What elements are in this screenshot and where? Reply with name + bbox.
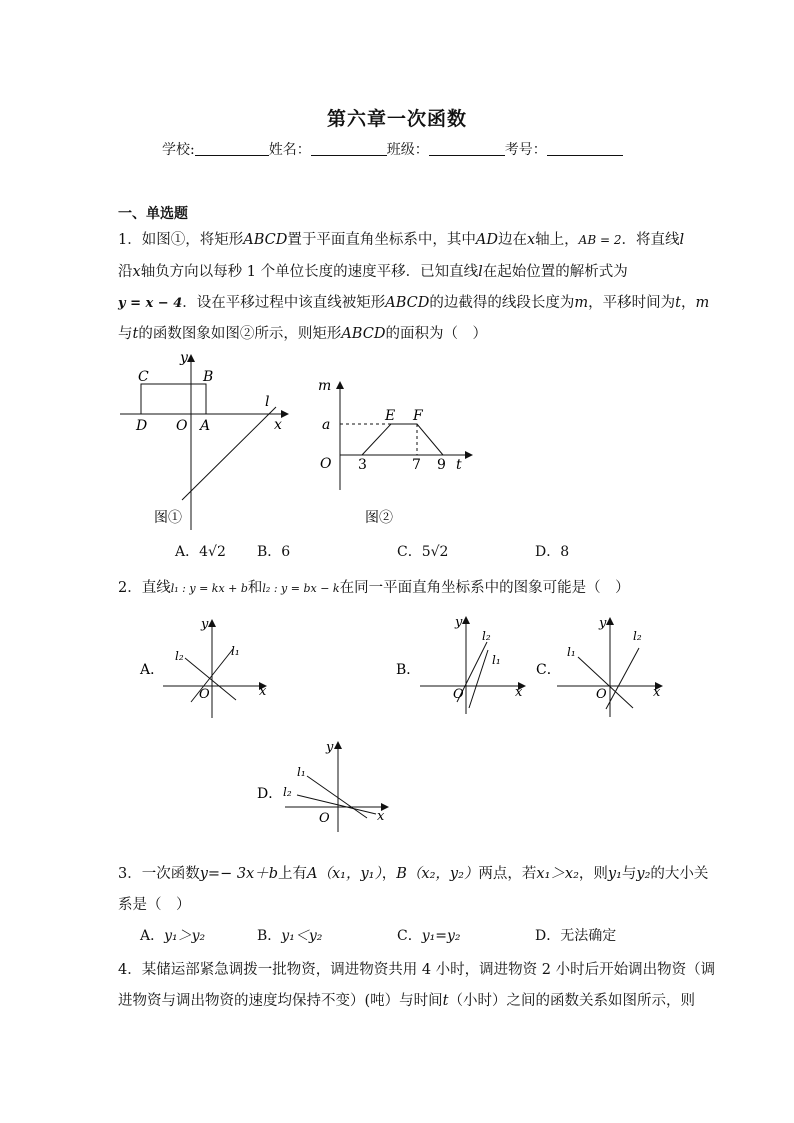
line-l2 — [185, 658, 236, 700]
label-a: A — [200, 418, 211, 434]
label-y: y — [326, 740, 334, 755]
label-l2: l₂ — [482, 629, 491, 643]
page-title: 第六章一次函数 — [326, 108, 467, 130]
figure-1-caption: 图① — [154, 510, 182, 526]
tick-3: 3 — [358, 457, 367, 473]
line-l1 — [307, 776, 367, 818]
graph-b-letter: B． — [396, 662, 421, 678]
label-x: x — [259, 684, 267, 699]
label-f: F — [413, 408, 423, 424]
graph-a-letter: A． — [140, 662, 165, 678]
label-l2: l₂ — [633, 629, 642, 643]
name-label: 姓名： — [268, 142, 311, 158]
class-label: 班级： — [386, 142, 429, 158]
q3-option-b[interactable]: B．y₁＜y₂ — [257, 928, 323, 944]
q1-line-4: 与t的函数图象如图②所示，则矩形ABCD的面积为（ ） — [118, 326, 487, 342]
label-c: C — [138, 369, 149, 385]
q1-option-b[interactable]: B．6 — [257, 544, 291, 560]
q4-line-2: 进物资与调出物资的速度均保持不变）(吨）与时间t（小时）之间的函数关系如图所示，则 — [118, 993, 695, 1009]
label-a-value: a — [322, 417, 331, 433]
q3-line-1: 3．一次函数y=− 3x＋b上有A（x₁，y₁），B（x₂，y₂）两点，若x₁＞x₂，则y₁与y₂的大小关 — [118, 866, 709, 882]
label-l2: l₂ — [283, 785, 292, 799]
label-l1: l₁ — [492, 653, 501, 667]
label-o: O — [453, 687, 464, 702]
q2-line: 2．直线l₁ : y = kx + b和l₂ : y = bx − k在同一平面直角坐标系中的图象可能是（ ） — [118, 580, 630, 596]
q2-graph-a[interactable] — [135, 612, 275, 724]
number-label: 考号： — [504, 142, 547, 158]
class-field[interactable] — [429, 142, 505, 156]
label-m: m — [318, 378, 332, 394]
q1-figure-1 — [110, 345, 300, 535]
rectangle-abcd — [141, 384, 206, 414]
label-o: O — [319, 811, 330, 826]
graph-c-letter: C． — [536, 662, 561, 678]
q3-option-c[interactable]: C．y₁=y₂ — [397, 928, 461, 944]
line-l — [182, 407, 276, 500]
q3-option-d[interactable]: D．无法确定 — [535, 928, 617, 944]
m-t-graph — [362, 424, 443, 455]
label-d: D — [136, 418, 148, 434]
label-o: O — [176, 418, 188, 434]
tick-7: 7 — [412, 457, 421, 473]
q1-option-c[interactable]: C．5√2 — [397, 544, 449, 560]
section-title: 一、单选题 — [118, 206, 188, 222]
q4-line-1: 4．某储运部紧急调拨一批物资，调进物资共用 4 小时，调进物资 2 小时后开始调出物资（调 — [118, 962, 716, 978]
label-x: x — [653, 685, 661, 700]
student-info-line — [162, 139, 623, 159]
label-e: E — [385, 408, 396, 424]
label-y: y — [455, 615, 463, 630]
tick-9: 9 — [437, 457, 446, 473]
q2-graph-d[interactable] — [255, 738, 395, 834]
label-x: x — [515, 685, 523, 700]
label-l2: l₂ — [175, 649, 184, 663]
q1-option-a[interactable]: A．4√2 — [175, 544, 226, 560]
q1-line-2: 沿x轴负方向以每秒 1 个单位长度的速度平移．已知直线l在起始位置的解析式为 — [118, 264, 628, 280]
school-field[interactable] — [195, 142, 269, 156]
school-label: 学校: — [162, 142, 195, 158]
label-l1: l₁ — [567, 645, 576, 659]
label-o: O — [596, 687, 607, 702]
figure-2-caption: 图② — [365, 510, 393, 526]
label-t: t — [456, 457, 462, 473]
label-origin: O — [320, 456, 332, 472]
q1-option-d[interactable]: D．8 — [535, 544, 570, 560]
label-l1: l₁ — [297, 765, 306, 779]
label-l1: l₁ — [231, 644, 240, 658]
label-x: x — [274, 417, 282, 433]
q3-line-2: 系是（ ） — [118, 897, 191, 913]
label-y: y — [180, 350, 188, 366]
number-field[interactable] — [547, 142, 623, 156]
label-b: B — [203, 369, 214, 385]
q3-option-a[interactable]: A．y₁＞y₂ — [140, 928, 206, 944]
label-y: y — [599, 616, 607, 631]
q2-graph-c[interactable] — [535, 612, 670, 724]
line-l2 — [297, 795, 376, 814]
label-x: x — [377, 809, 385, 824]
label-y: y — [201, 617, 209, 632]
label-l: l — [265, 394, 270, 410]
graph-d-letter: D． — [257, 786, 283, 802]
line-l2 — [606, 648, 639, 709]
q2-graph-b[interactable] — [393, 612, 533, 724]
label-o: O — [199, 687, 210, 702]
q1-figure-2 — [310, 372, 480, 532]
q1-line-1: 1．如图①，将矩形ABCD置于平面直角坐标系中，其中AD边在x轴上，AB = 2．将直线l — [118, 232, 685, 248]
q1-line-3: y = x − 4．设在平移过程中该直线被矩形ABCD的边截得的线段长度为m，平移时间为t，m — [118, 295, 710, 311]
name-field[interactable] — [311, 142, 387, 156]
